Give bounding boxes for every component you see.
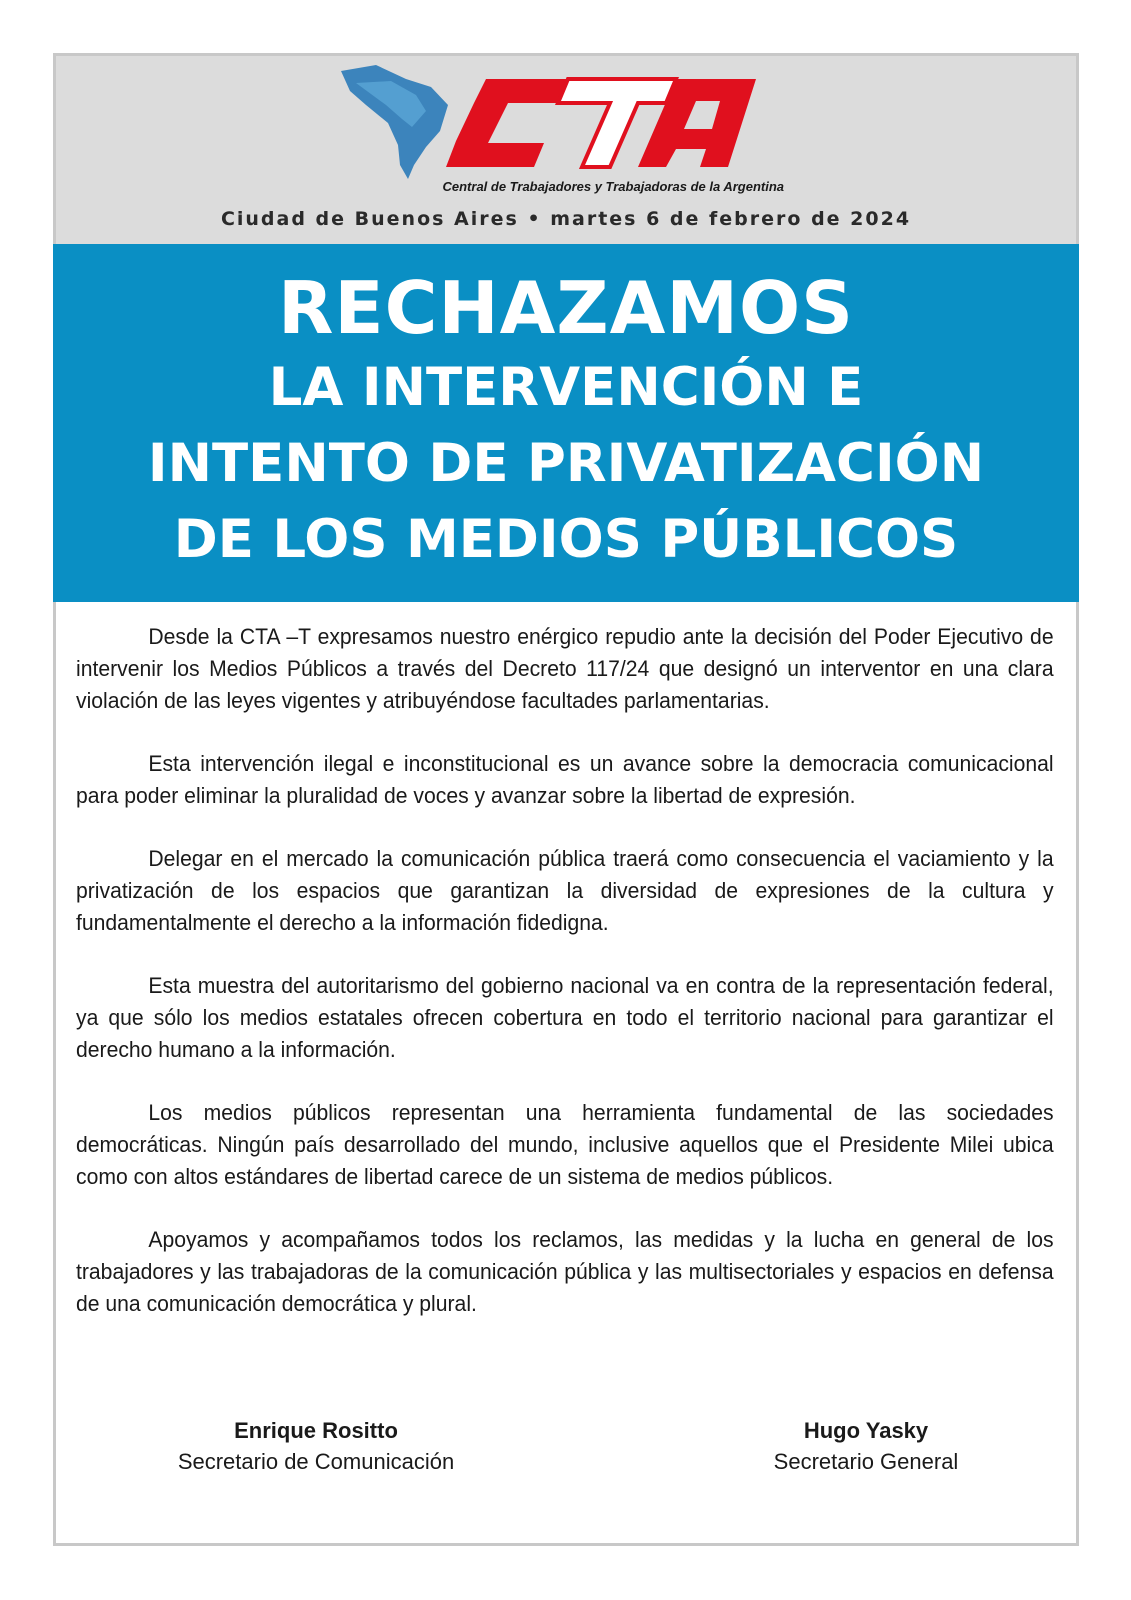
cta-wordmark: [446, 79, 756, 167]
cta-logo-graphic: [336, 61, 796, 181]
signer-role: Secretario de Comunicación: [177, 1449, 455, 1474]
signer-name: Hugo Yasky: [803, 1418, 929, 1443]
logo-subtitle: Central de Trabajadores y Trabajadoras de la Argentina: [442, 179, 784, 194]
paragraph: Apoyamos y acompañamos todos los reclamos, las medidas y la lucha en general de los trabajadores y las trabajadoras de la comunicación pública y las multisectoriales y espacios en defensa de una comunicación democrática y plural.: [76, 1227, 1054, 1316]
headline-banner: [53, 244, 1079, 602]
south-america-map-icon: [341, 65, 448, 179]
signer-name: Enrique Rositto: [234, 1418, 398, 1443]
statement-body: [76, 621, 1054, 1351]
cta-logo: [336, 61, 796, 211]
headline-line-3: INTENTO DE PRIVATIZACIÓN: [147, 433, 985, 494]
paragraph: Esta intervención ilegal e inconstitucional es un avance sobre la democracia comunicacional para poder eliminar la pluralidad de voces y avanzar sobre la libertad de expresión.: [76, 751, 1054, 808]
paragraph: Desde la CTA –T expresamos nuestro enérgico repudio ante la decisión del Poder Ejecutivo de intervenir los Medios Públicos a través del Decreto 117/24 que designó un interventor en una clara violación de las leyes vigentes y atribuyéndose facultades parlamentarias.: [76, 624, 1054, 713]
signature-right: [736, 1416, 996, 1478]
headline-line-4: DE LOS MEDIOS PÚBLICOS: [173, 509, 959, 570]
dateline: Ciudad de Buenos Aires • martes 6 de febrero de 2024: [220, 208, 912, 230]
paragraph: Esta muestra del autoritarismo del gobierno nacional va en contra de la representación federal, ya que sólo los medios estatales ofrecen cobertura en todo el territorio nacional para garantizar el derecho humano a la información.: [76, 973, 1054, 1062]
signer-role: Secretario General: [773, 1449, 959, 1474]
paragraph: Los medios públicos representan una herramienta fundamental de las sociedades democráticas. Ningún país desarrollado del mundo, inclusive aquellos que el Presidente Milei ubica como con altos estándares de libertad carece de un sistema de medios públicos.: [76, 1100, 1054, 1189]
headline: [53, 244, 1079, 578]
headline-line-1: RECHAZAMOS: [277, 266, 855, 350]
header: [56, 56, 1076, 244]
headline-line-2: LA INTERVENCIÓN E: [268, 357, 864, 418]
signature-left: [156, 1416, 476, 1478]
document-frame: [53, 53, 1079, 1546]
paragraph: Delegar en el mercado la comunicación pública traerá como consecuencia el vaciamiento y la privatización de los espacios que garantizan la diversidad de expresiones de la cultura y fundamentalmente el derecho a la información fidedigna.: [76, 846, 1054, 935]
